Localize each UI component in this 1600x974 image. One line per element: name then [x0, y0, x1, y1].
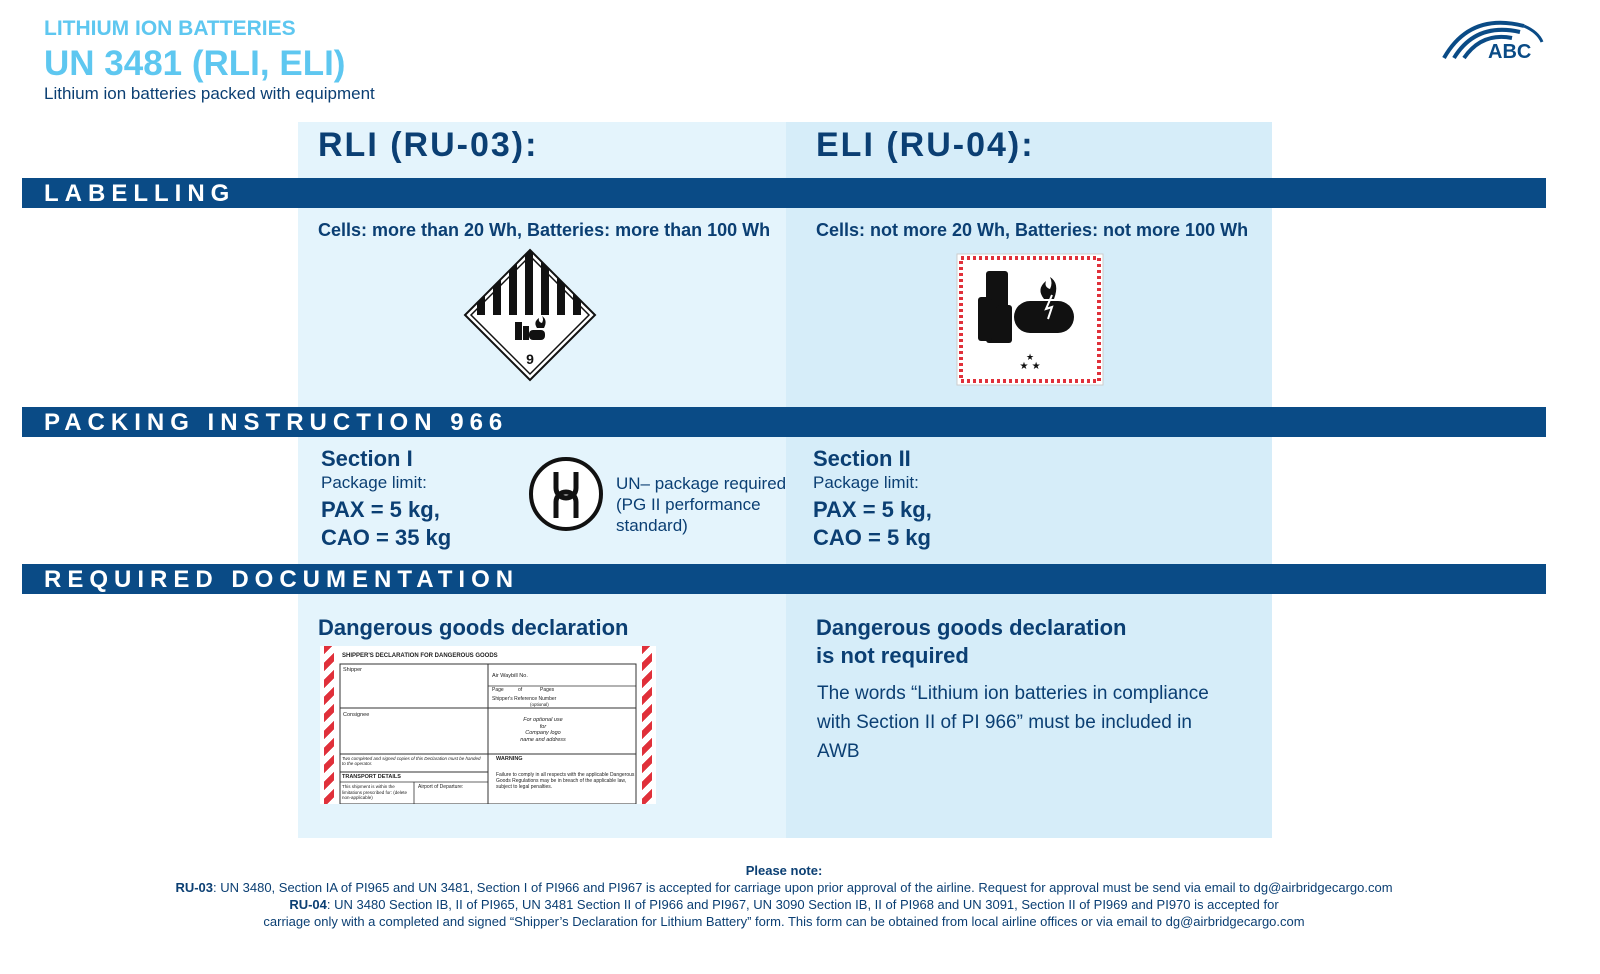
un-packaging-symbol-icon	[528, 456, 604, 532]
company-logo	[1440, 12, 1546, 64]
form-hatch-left	[324, 646, 334, 804]
form-logo-note-2: for	[539, 723, 547, 730]
notes-ru03	[0, 879, 1568, 896]
rli-label-caption: Cells: more than 20 Wh, Batteries: more than 100 Wh	[318, 220, 771, 240]
rli-heading: RLI (RU-03):	[318, 126, 539, 164]
rli-section-title: Section I	[321, 446, 413, 471]
notes-ru04-label: RU-04	[289, 897, 327, 912]
notes-heading: Please note:	[745, 863, 823, 878]
rli-package-limit-label: Package limit:	[321, 473, 427, 492]
labelling-band	[22, 178, 1546, 208]
eli-package-limit-label: Package limit:	[813, 473, 919, 492]
rli-doc-title: Dangerous goods declaration	[318, 615, 629, 640]
rli-pax-limit: PAX = 5 kg,	[321, 497, 440, 522]
documentation-band	[22, 564, 1546, 594]
header-subtitle: Lithium ion batteries packed with equipment	[44, 84, 375, 103]
notes-ru03-text: : UN 3480, Section IA of PI965 and UN 3481, Section I of PI966 and PI967 is accepted for carriage upon prior approval of the airline. Request for approval must be send via email to dg@airbridgecargo.com	[213, 880, 1393, 895]
eli-doc-title-line2: is not required	[816, 643, 969, 668]
form-logo-note-1: For optional use	[523, 717, 563, 723]
class-9-number: 9	[526, 351, 534, 367]
notes-ru03-label: RU-03	[175, 880, 214, 895]
form-ref: Shipper's Reference Number	[492, 696, 557, 702]
form-logo-note	[488, 717, 598, 743]
form-failure: Failure to comply in all respects with the applicable Dangerous Goods Regulations may be in breach of the applicable law, subject to legal penalties.	[496, 772, 635, 790]
packing-band	[22, 407, 1546, 437]
page-title: UN 3481 (RLI, ELI)	[44, 44, 346, 83]
form-page: Page	[492, 687, 504, 693]
battery-mark-star-top: ★	[1025, 353, 1035, 363]
battery-mark-stars: ★ ★	[1019, 361, 1041, 372]
form-consignee: Consignee	[343, 712, 370, 718]
form-awb: Air Waybill No.	[492, 673, 528, 679]
form-shipper: Shipper	[343, 667, 362, 673]
form-transport: TRANSPORT DETAILS	[342, 774, 401, 780]
documentation-band-title: REQUIRED DOCUMENTATION	[44, 566, 520, 593]
eli-pax-limit: PAX = 5 kg,	[813, 497, 932, 522]
arc-logo-icon	[1440, 12, 1546, 64]
eli-cao-limit: CAO = 5 kg	[813, 525, 931, 550]
form-warning: WARNING	[496, 756, 523, 762]
form-optional: (optional)	[530, 702, 549, 707]
un-package-note: UN– package required (PG II performance standard)	[616, 474, 787, 535]
form-of: of	[518, 687, 523, 693]
form-shipment-limit: This shipment is within the limitations prescribed for: (delete non-applicable)	[342, 784, 408, 800]
form-logo-note-3: Company logo	[525, 730, 561, 736]
labelling-band-title: LABELLING	[44, 180, 236, 207]
dg-declaration-form-thumbnail	[320, 646, 656, 804]
notes-ru04-text: : UN 3480 Section IB, II of PI965, UN 3481 Section II of PI966 and PI967, UN 3090 Section IB, II of PI968 and UN 3091, Section II of PI969 and PI970 is accepted for	[326, 897, 1279, 912]
form-hatch-right	[642, 646, 652, 804]
eli-doc-body: The words “Lithium ion batteries in compliance with Section II of PI 966” must be included in AWB	[817, 683, 1209, 762]
notes-ru04	[0, 896, 1568, 913]
eli-heading: ELI (RU-04):	[816, 126, 1035, 164]
eli-doc-title-line1: Dangerous goods declaration	[816, 615, 1127, 640]
notes-ru04-continued: carriage only with a completed and signed “Shipper’s Declaration for Lithium Battery” form. This form can be obtained from local airline offices or via email to dg@airbridgecargo.com	[263, 914, 1305, 929]
class-9-hazard-label-icon	[463, 248, 597, 382]
form-airport: Airport of Departure:	[418, 784, 464, 790]
form-heading: SHIPPER'S DECLARATION FOR DANGEROUS GOODS	[342, 653, 498, 659]
eli-label-caption: Cells: not more 20 Wh, Batteries: not more 100 Wh	[816, 220, 1249, 240]
header-supertitle: LITHIUM ION BATTERIES	[44, 17, 296, 40]
rli-cao-limit: CAO = 35 kg	[321, 525, 452, 550]
form-pages: Pages	[540, 687, 555, 693]
logo-text: ABC	[1488, 41, 1532, 63]
lithium-battery-mark-icon	[956, 253, 1104, 386]
eli-section-title: Section II	[813, 446, 911, 471]
packing-band-title: PACKING INSTRUCTION 966	[44, 409, 509, 436]
form-logo-note-4: name and address	[520, 736, 566, 743]
form-copies: Two completed and signed copies of this Declaration must be handed to the operator.	[342, 756, 481, 766]
